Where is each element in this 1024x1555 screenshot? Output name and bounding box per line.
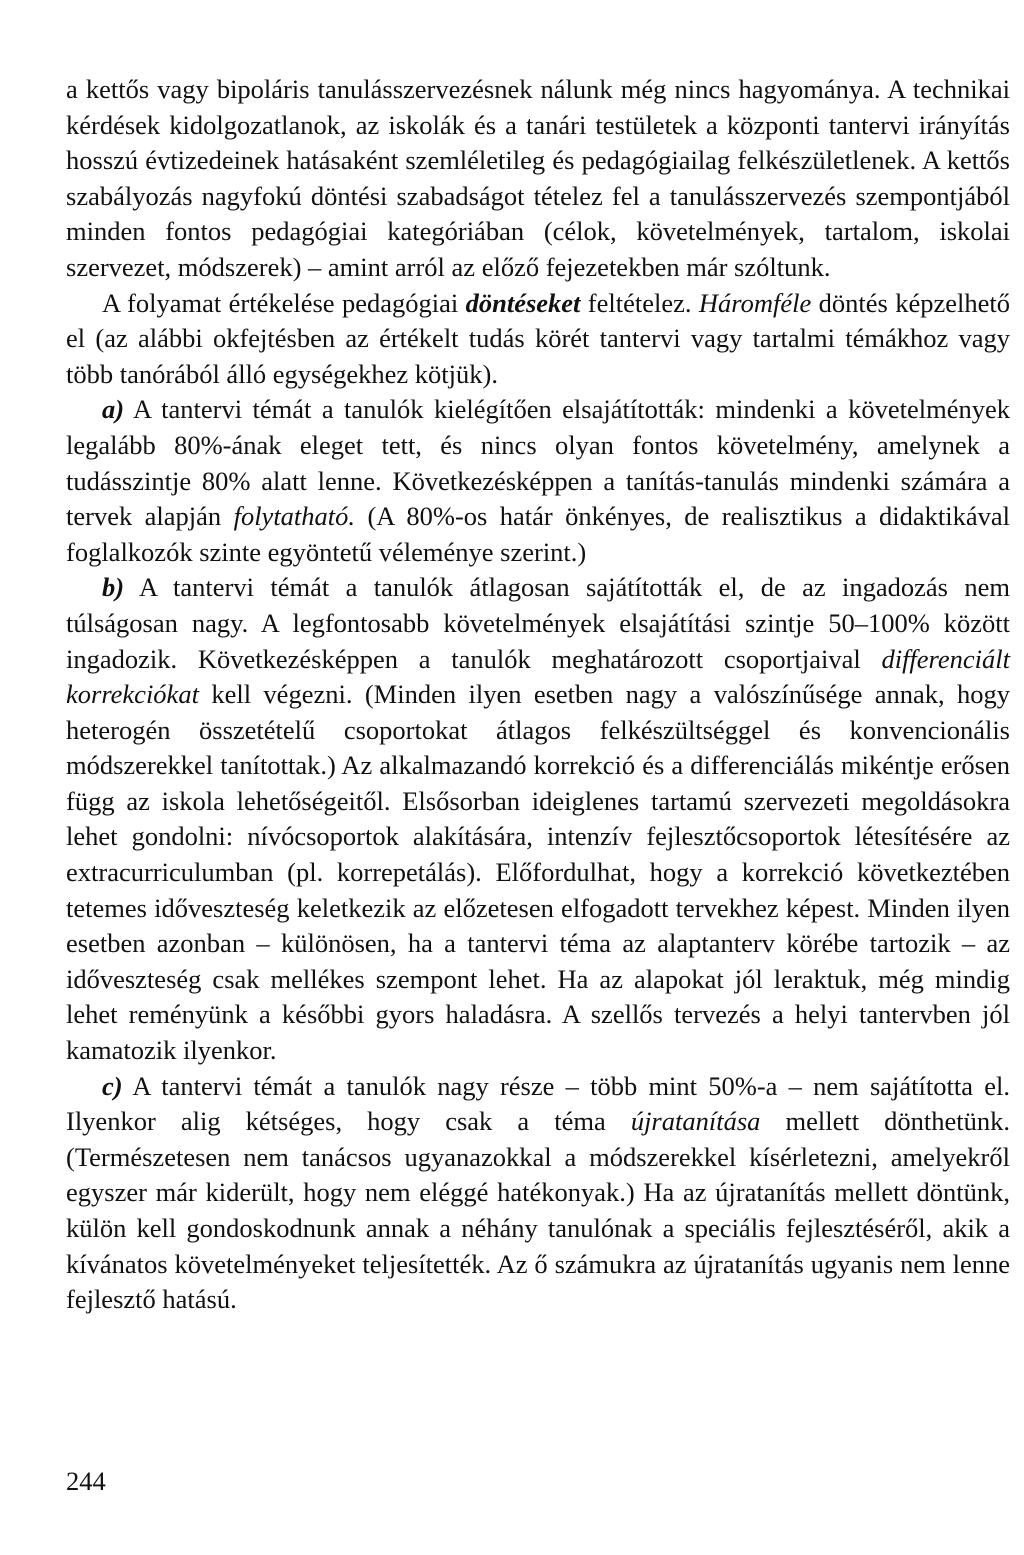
text-run: A tantervi témát a tanulók kielégítően elsajátították: mindenki a követelmények legalább 80%-ának eleget tett, és nincs olyan fontos követelmény, amelynek a tudásszintje 80% alatt lenne. Következésképpen a tanítás-tanulás mindenki számára a tervek alapján xyxy=(66,394,1010,532)
bold-italic-text: a) xyxy=(102,394,125,425)
text-run: a kettős vagy bipoláris tanulásszervezésnek nálunk még nincs hagyománya. A technikai kérdések kidolgozatlanok, az iskolák és a tanári testületek a központi tantervi irányítás hosszú évtizedeinek hatásaként szemléletileg és pedagógiailag felkészületlenek. A kettős szabályozás nagyfokú döntési szabadságot tételez fel a tanulásszervezés szempontjából minden fontos pedagógiai kategóriában (célok, követelmények, tartalom, iskolai szervezet, módszerek) – amint arról az előző fejezetekben már szóltunk. xyxy=(66,74,1010,282)
bold-italic-text: b) xyxy=(102,572,125,603)
text-run: döntés képzelhető el (az alábbi okfejtésben az értékelt tudás körét tantervi vagy tartalmi témákhoz vagy több tanórából álló egységekhez kötjük). xyxy=(66,287,1010,389)
text-run: A folyamat értékelése pedagógiai xyxy=(102,287,466,318)
italic-text: újratanítása xyxy=(630,1106,761,1137)
paragraph-1 xyxy=(66,72,1010,286)
text-run: kell végezni. (Minden ilyen esetben nagy a valószínűsége annak, hogy heterogén összetételű csoportokat átlagos felkészültséggel és konvencionális módszerekkel tanítottak.) Az alkalmazandó korrekció és a differenciálás mikéntje erősen függ az iskola lehetőségeitől. Elsősorban ideiglenes tartamú szervezeti megoldásokra lehet gondolni: nívócsoportok alakítására, intenzív fejlesztőcsoportok létesítésére az extracurriculumban (pl. korrepetálás). Előfordulhat, hogy a korrekció következtében tetemes időveszteség keletkezik az előzetesen elfogadott tervekhez képest. Minden ilyen esetben azonban – különösen, ha a tantervi téma az alaptanterv körébe tartozik – az időveszteség csak mellékes szempont lehet. Ha az alapokat jól leraktuk, még mindig lehet reményünk a későbbi gyors haladásra. A szellős tervezés a helyi tantervben jól kamatozik ilyenkor. xyxy=(66,679,1010,1066)
paragraph-option-b xyxy=(66,570,1010,1068)
paragraph-option-c xyxy=(66,1069,1010,1318)
bold-italic-text: döntéseket xyxy=(465,287,581,318)
italic-text: folytatható. xyxy=(233,501,356,532)
italic-text: Háromféle xyxy=(698,287,812,318)
bold-italic-text: c) xyxy=(102,1070,123,1101)
page-number: 244 xyxy=(66,1466,106,1496)
italic-text: differenciált korrekciókat xyxy=(66,643,1010,710)
text-run: feltételez. xyxy=(580,287,699,318)
text-run: A tantervi témát a tanulók nagy része – több mint 50%-a – nem sajátította el. Ilyenkor alig kétséges, hogy csak a téma xyxy=(66,1070,1010,1137)
text-body xyxy=(66,72,1010,1318)
paragraph-2 xyxy=(66,286,1010,393)
text-run: A tantervi témát a tanulók átlagosan sajátították el, de az ingadozás nem túlságosan nagy. A legfontosabb követelmények elsajátítási szintje 50–100% között ingadozik. Következésképpen a tanulók meghatározott csoportjaival xyxy=(66,572,1010,674)
text-run: (A 80%-os határ önkényes, de realisztikus a didaktikával foglalkozók szinte egyöntetű véleménye szerint.) xyxy=(66,501,1010,567)
paragraph-option-a xyxy=(66,392,1010,570)
text-run: mellett dönthetünk. (Természetesen nem tanácsos ugyanazokkal a módszerekkel kísérletezni, amelyekről egyszer már kiderült, hogy nem eléggé hatékonyak.) Ha az újratanítás mellett döntünk, külön kell gondoskodnunk annak a néhány tanulónak a speciális fejlesztéséről, akik a kívánatos követelményeket teljesítették. Az ő számukra az újratanítás ugyanis nem lenne fejlesztő hatású. xyxy=(66,1106,1010,1315)
